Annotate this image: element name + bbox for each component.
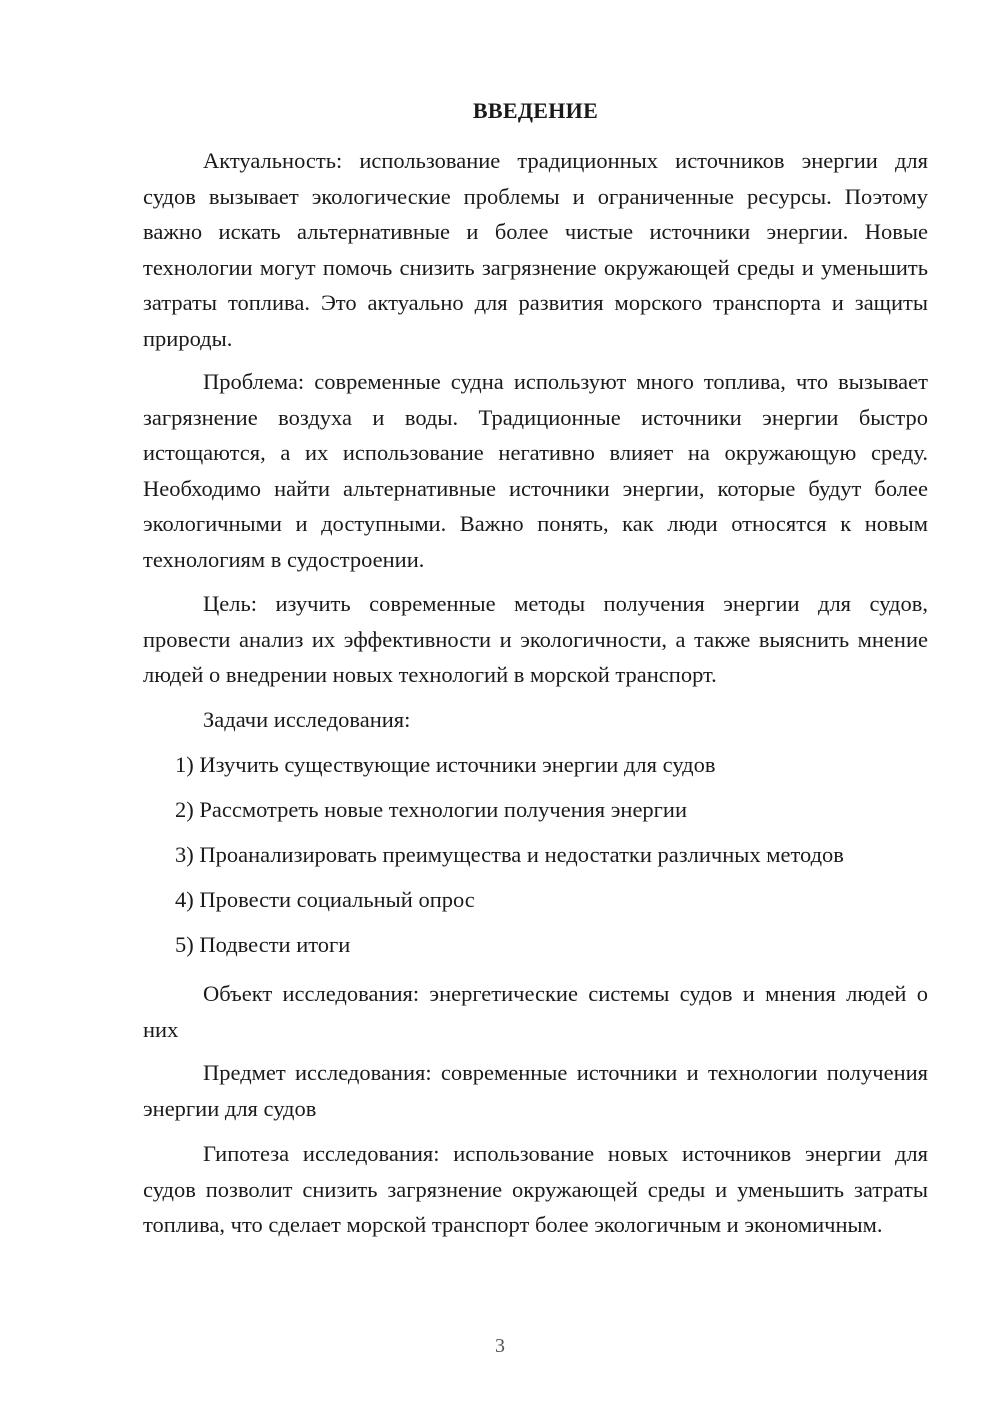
page-number: 3 [495,1335,505,1357]
page-title: ВВЕДЕНИЕ [472,98,599,123]
paragraph-relevance: Актуальность: использование традиционных источников энергии для судов вызывает экологические проблемы и ограниченные ресурсы. Поэтому важно искать альтернативные и более чистые источники энергии. Новые технологии могут помочь снизить загрязнение окружающей среды и уменьшить затраты топлива. Это актуально для развития морского транспорта и защиты природы. [143,148,928,351]
task-list-item: 2) Рассмотреть новые технологии получения энергии [175,797,687,822]
task-list-item: 1) Изучить существующие источники энергии для судов [175,752,716,777]
task-list-item: 3) Проанализировать преимущества и недостатки различных методов [175,842,844,867]
paragraph-problem: Проблема: современные судна используют много топлива, что вызывает загрязнение воздуха и воды. Традиционные источники энергии быстро истощаются, а их использование негативно влияет на окружающую среду. Необходимо найти альтернативные источники энергии, которые будут более экологичными и доступными. Важно понять, как люди относятся к новым технологиям в судостроении. [143,369,928,572]
paragraph-hypothesis: Гипотеза исследования: использование новых источников энергии для судов позволит снизить загрязнение окружающей среды и уменьшить затраты топлива, что сделает морской транспорт более экологичным и экономичным. [143,1141,928,1237]
task-list-item: 5) Подвести итоги [175,932,351,957]
tasks-heading: Задачи исследования: [203,707,411,732]
paragraph-object: Объект исследования: энергетические системы судов и мнения людей о них [143,981,928,1042]
paragraph-subject: Предмет исследования: современные источники и технологии получения энергии для судов [143,1060,928,1121]
task-list-item: 4) Провести социальный опрос [175,887,475,912]
paragraph-goal: Цель: изучить современные методы получения энергии для судов, провести анализ их эффективности и экологичности, а также выяснить мнение людей о внедрении новых технологий в морской транспорт. [143,591,928,687]
